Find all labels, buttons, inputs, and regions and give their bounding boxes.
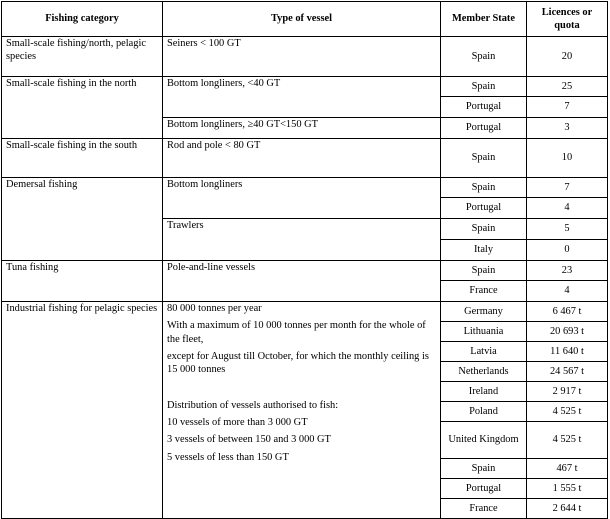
table-row — [2, 139, 608, 178]
vessel-cell: Bottom longliners, <40 GT — [163, 77, 441, 118]
vessel-cell: Rod and pole < 80 GT — [163, 139, 441, 178]
quota-cell: 25 — [527, 77, 608, 97]
quota-cell: 3 — [527, 118, 608, 139]
member-state-cell: Netherlands — [441, 362, 527, 382]
quota-cell: 467 t — [527, 459, 608, 479]
quota-cell: 4 525 t — [527, 402, 608, 422]
member-state-cell: Poland — [441, 402, 527, 422]
quota-cell: 4 525 t — [527, 422, 608, 459]
member-state-cell: France — [441, 281, 527, 302]
table-row — [2, 37, 608, 77]
header-fishing-category: Fishing category — [2, 2, 163, 37]
vessel-cell: Seiners < 100 GT — [163, 37, 441, 77]
table-row — [2, 302, 608, 322]
quota-cell: 7 — [527, 97, 608, 118]
category-cell: Demersal fishing — [2, 178, 163, 261]
table-row — [2, 261, 608, 281]
quota-cell: 6 467 t — [527, 302, 608, 322]
category-cell: Small-scale fishing/north, pelagic species — [2, 37, 163, 77]
member-state-cell: Italy — [441, 240, 527, 261]
vessel-note-line: except for August till October, for which the monthly ceiling is 15 000 tonnes — [167, 350, 429, 376]
quota-cell: 10 — [527, 139, 608, 178]
quota-cell: 23 — [527, 261, 608, 281]
member-state-cell: Spain — [441, 261, 527, 281]
table-header-row — [2, 2, 608, 37]
quota-cell: 2 644 t — [527, 499, 608, 519]
member-state-cell: Spain — [441, 219, 527, 240]
quota-cell: 0 — [527, 240, 608, 261]
vessel-cell: Trawlers — [163, 219, 441, 261]
member-state-cell: Spain — [441, 77, 527, 97]
fishing-licences-table — [1, 1, 608, 519]
member-state-cell: Portugal — [441, 479, 527, 499]
member-state-cell: Portugal — [441, 198, 527, 219]
vessel-cell: Bottom longliners, ≥40 GT<150 GT — [163, 118, 441, 139]
quota-cell: 4 — [527, 281, 608, 302]
member-state-cell: United Kingdom — [441, 422, 527, 459]
member-state-cell: Ireland — [441, 382, 527, 402]
vessel-note-line: 10 vessels of more than 3 000 GT — [167, 416, 308, 428]
member-state-cell: Spain — [441, 139, 527, 178]
vessel-note-line: 80 000 tonnes per year — [167, 303, 262, 314]
member-state-cell: France — [441, 499, 527, 519]
vessel-note-line: Distribution of vessels authorised to fish: — [167, 399, 339, 411]
quota-cell: 2 917 t — [527, 382, 608, 402]
member-state-cell: Lithuania — [441, 322, 527, 342]
member-state-cell: Spain — [441, 178, 527, 198]
quota-cell: 20 693 t — [527, 322, 608, 342]
vessel-note-line: 5 vessels of less than 150 GT — [167, 451, 289, 463]
quota-cell: 4 — [527, 198, 608, 219]
category-cell: Industrial fishing for pelagic species — [2, 302, 163, 519]
vessel-cell: Pole-and-line vessels — [163, 261, 441, 302]
vessel-cell: Bottom longliners — [163, 178, 441, 219]
category-cell: Tuna fishing — [2, 261, 163, 302]
quota-cell: 20 — [527, 37, 608, 77]
member-state-cell: Spain — [441, 459, 527, 479]
category-cell: Small-scale fishing in the south — [2, 139, 163, 178]
member-state-cell: Latvia — [441, 342, 527, 362]
member-state-cell: Spain — [441, 37, 527, 77]
member-state-cell: Portugal — [441, 97, 527, 118]
quota-cell: 24 567 t — [527, 362, 608, 382]
header-type-of-vessel: Type of vessel — [163, 2, 441, 37]
quota-cell: 11 640 t — [527, 342, 608, 362]
vessel-note-line: With a maximum of 10 000 tonnes per month for the whole of the fleet, — [167, 320, 426, 345]
quota-cell: 7 — [527, 178, 608, 198]
vessel-note-line: 3 vessels of between 150 and 3 000 GT — [167, 434, 331, 446]
member-state-cell: Portugal — [441, 118, 527, 139]
table-row — [2, 77, 608, 97]
quota-cell: 1 555 t — [527, 479, 608, 499]
vessel-cell — [163, 302, 441, 519]
quota-cell: 5 — [527, 219, 608, 240]
member-state-cell: Germany — [441, 302, 527, 322]
table-row — [2, 178, 608, 198]
category-cell: Small-scale fishing in the north — [2, 77, 163, 139]
header-licences-or-quota: Licences or quota — [527, 2, 608, 37]
header-member-state: Member State — [441, 2, 527, 37]
